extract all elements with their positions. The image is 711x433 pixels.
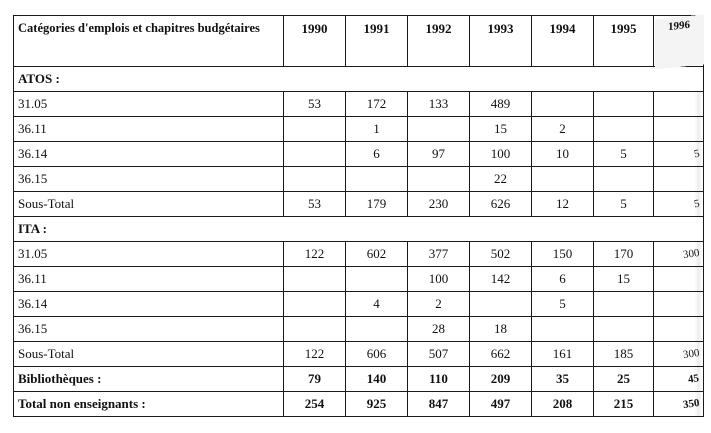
- subtotal-row: [14, 342, 704, 367]
- section-row: [14, 217, 704, 242]
- table-cell: [346, 317, 408, 342]
- table-cell: 215: [594, 392, 654, 417]
- table-row: [14, 292, 704, 317]
- table-cell: [654, 317, 704, 342]
- table-cell: 230: [408, 192, 470, 217]
- table-cell: 626: [470, 192, 532, 217]
- table-cell: 6: [532, 267, 594, 292]
- cell-value: 5: [692, 197, 700, 211]
- header-year: 1991: [346, 16, 408, 67]
- table-cell: 209: [470, 367, 532, 392]
- table-cell: [654, 242, 704, 267]
- header-year: 1990: [284, 16, 346, 67]
- table-cell: 100: [470, 142, 532, 167]
- table-cell: 254: [284, 392, 346, 417]
- row-label: 36.11: [14, 117, 284, 142]
- header-row: [14, 16, 704, 67]
- table-cell: 97: [408, 142, 470, 167]
- table-cell: [594, 292, 654, 317]
- row-label: Sous-Total: [14, 192, 284, 217]
- table-cell: 122: [284, 242, 346, 267]
- table-cell: 4: [346, 292, 408, 317]
- table-cell: 15: [594, 267, 654, 292]
- table-cell: [654, 92, 704, 117]
- cell-value: 300: [681, 346, 700, 362]
- table-cell: [654, 392, 704, 417]
- table-cell: [284, 267, 346, 292]
- table-cell: 6: [346, 142, 408, 167]
- table-cell: 606: [346, 342, 408, 367]
- budget-table: [13, 15, 704, 417]
- table-cell: [284, 292, 346, 317]
- subtotal-row: [14, 192, 704, 217]
- table-cell: 53: [284, 192, 346, 217]
- header-year: 1994: [532, 16, 594, 67]
- table-cell: [408, 117, 470, 142]
- table-cell: 172: [346, 92, 408, 117]
- table-row: [14, 267, 704, 292]
- table-row: [14, 92, 704, 117]
- table-cell: [654, 167, 704, 192]
- table-cell: [532, 92, 594, 117]
- table-cell: [470, 292, 532, 317]
- table-cell: [284, 317, 346, 342]
- table-cell: 5: [594, 192, 654, 217]
- table-cell: [346, 267, 408, 292]
- cell-value: 300: [681, 246, 700, 262]
- table-cell: 925: [346, 392, 408, 417]
- library-row: [14, 367, 704, 392]
- table-cell: 140: [346, 367, 408, 392]
- table-cell: 377: [408, 242, 470, 267]
- table-cell: 133: [408, 92, 470, 117]
- table-cell: 847: [408, 392, 470, 417]
- row-label: Sous-Total: [14, 342, 284, 367]
- table-cell: [284, 117, 346, 142]
- table-cell: [346, 167, 408, 192]
- table-cell: 35: [532, 367, 594, 392]
- table-row: [14, 117, 704, 142]
- table-cell: [654, 117, 704, 142]
- cell-value: 5: [692, 147, 700, 161]
- table-cell: 161: [532, 342, 594, 367]
- row-label: ATOS :: [14, 67, 704, 92]
- table-row: [14, 167, 704, 192]
- header-category: Catégories d'emplois et chapitres budgétaires: [14, 16, 284, 67]
- row-label: 36.14: [14, 292, 284, 317]
- table-cell: 5: [594, 142, 654, 167]
- table-cell: 15: [470, 117, 532, 142]
- table-cell: [408, 167, 470, 192]
- row-label: Total non enseignants :: [14, 392, 284, 417]
- table-cell: 507: [408, 342, 470, 367]
- table-cell: [594, 317, 654, 342]
- table-cell: 185: [594, 342, 654, 367]
- table-cell: 179: [346, 192, 408, 217]
- row-label: 36.11: [14, 267, 284, 292]
- table-row: [14, 142, 704, 167]
- header-year: 1992: [408, 16, 470, 67]
- table-cell: 79: [284, 367, 346, 392]
- table-cell: 489: [470, 92, 532, 117]
- header-year: 1993: [470, 16, 532, 67]
- table-cell: [594, 117, 654, 142]
- table-cell: 100: [408, 267, 470, 292]
- table-cell: 28: [408, 317, 470, 342]
- header-year: 1996: [654, 13, 704, 69]
- row-label: 36.15: [14, 167, 284, 192]
- table-cell: 602: [346, 242, 408, 267]
- cell-value: 45: [687, 372, 700, 386]
- table-cell: [284, 142, 346, 167]
- table-cell: [654, 192, 704, 217]
- table-cell: [594, 167, 654, 192]
- table-cell: 142: [470, 267, 532, 292]
- table-cell: [654, 367, 704, 392]
- row-label: Bibliothèques :: [14, 367, 284, 392]
- table-row: [14, 242, 704, 267]
- table-cell: 150: [532, 242, 594, 267]
- table-cell: 170: [594, 242, 654, 267]
- table-cell: [654, 342, 704, 367]
- table-cell: 110: [408, 367, 470, 392]
- table-cell: 10: [532, 142, 594, 167]
- table-cell: [532, 317, 594, 342]
- table-cell: [654, 292, 704, 317]
- total-row: [14, 392, 704, 417]
- table-cell: 12: [532, 192, 594, 217]
- table-cell: 1: [346, 117, 408, 142]
- table-cell: [284, 167, 346, 192]
- table-row: [14, 317, 704, 342]
- table-cell: 22: [470, 167, 532, 192]
- cell-value: 350: [681, 396, 700, 412]
- row-label: ITA :: [14, 217, 704, 242]
- table-cell: 2: [532, 117, 594, 142]
- table-cell: 208: [532, 392, 594, 417]
- row-label: 31.05: [14, 92, 284, 117]
- table-cell: [532, 167, 594, 192]
- table-cell: 25: [594, 367, 654, 392]
- table-cell: 122: [284, 342, 346, 367]
- row-label: 31.05: [14, 242, 284, 267]
- table-cell: [594, 92, 654, 117]
- table-cell: 5: [532, 292, 594, 317]
- table-cell: 497: [470, 392, 532, 417]
- table-cell: 53: [284, 92, 346, 117]
- section-row: [14, 67, 704, 92]
- row-label: 36.15: [14, 317, 284, 342]
- header-year: 1995: [594, 16, 654, 67]
- table-cell: [654, 142, 704, 167]
- row-label: 36.14: [14, 142, 284, 167]
- table-cell: 502: [470, 242, 532, 267]
- table-cell: [654, 267, 704, 292]
- table-cell: 18: [470, 317, 532, 342]
- table-cell: 662: [470, 342, 532, 367]
- table-cell: 2: [408, 292, 470, 317]
- table-body: [14, 67, 704, 417]
